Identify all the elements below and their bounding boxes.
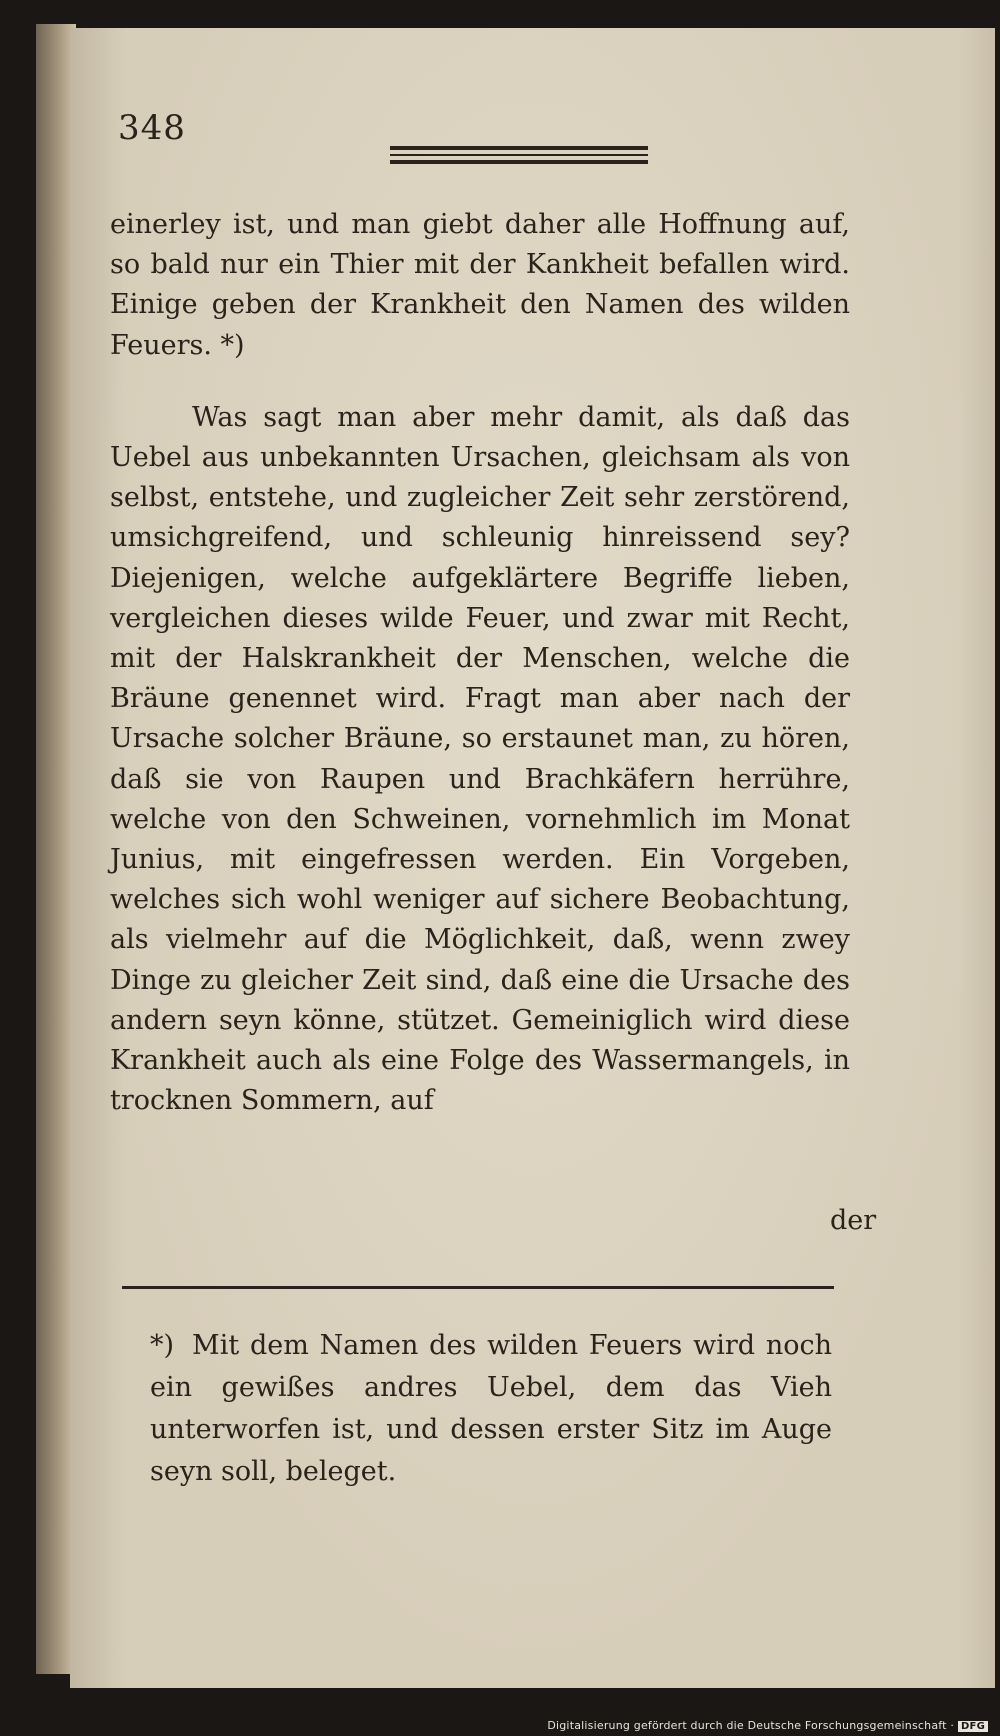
digitization-attribution <box>547 1719 988 1732</box>
page-number: 348 <box>118 108 186 148</box>
footnote-text: Mit dem Namen des wilden Feuers wird noch ein gewißes andres Uebel, dem das Vieh unterworfen ist, und dessen erster Sitz im Auge seyn soll, beleget. <box>150 1330 832 1487</box>
paragraph-1: einerley ist, und man giebt daher alle Hoffnung auf, so bald nur ein Thier mit der Kankheit befallen wird. Einige geben der Krankheit den Namen des wilden Feuers. *) <box>110 209 850 361</box>
catchword: der <box>830 1205 877 1236</box>
dfg-logo: DFG <box>958 1721 988 1732</box>
attribution-text: Digitalisierung gefördert durch die Deutsche Forschungsgemeinschaft · <box>547 1719 955 1732</box>
main-text <box>110 205 850 1121</box>
footnote-rule <box>122 1286 834 1289</box>
footnote <box>150 1325 832 1493</box>
footnote-marker: *) <box>150 1330 175 1361</box>
paragraph-2: Was sagt man aber mehr damit, als daß das Uebel aus unbekannten Ursachen, gleichsam als von selbst, entstehe, und zugleicher Zeit sehr zerstörend, umsichgreifend, und schleunig hinreissend sey? Diejenigen, welche aufgeklärtere Begriffe lieben, vergleichen dieses wilde Feuer, und zwar mit Recht, mit der Halskrankheit der Menschen, welche die Bräune genennet wird. Fragt man aber nach der Ursache solcher Bräune, so erstaunet man, zu hören, daß sie von Raupen und Brachkäfern herrühre, welche von den Schweinen, vornehmlich im Monat Junius, mit eingefressen werden. Ein Vorgeben, welches sich wohl weniger auf sichere Beobachtung, als vielmehr auf die Möglichkeit, daß, wenn zwey Dinge zu gleicher Zeit sind, daß eine die Ursache des andern seyn könne, stützet. Gemeiniglich wird diese Krankheit auch als eine Folge des Wassermangels, in trocknen Sommern, auf <box>110 401 850 1117</box>
header-double-rule <box>390 146 648 166</box>
